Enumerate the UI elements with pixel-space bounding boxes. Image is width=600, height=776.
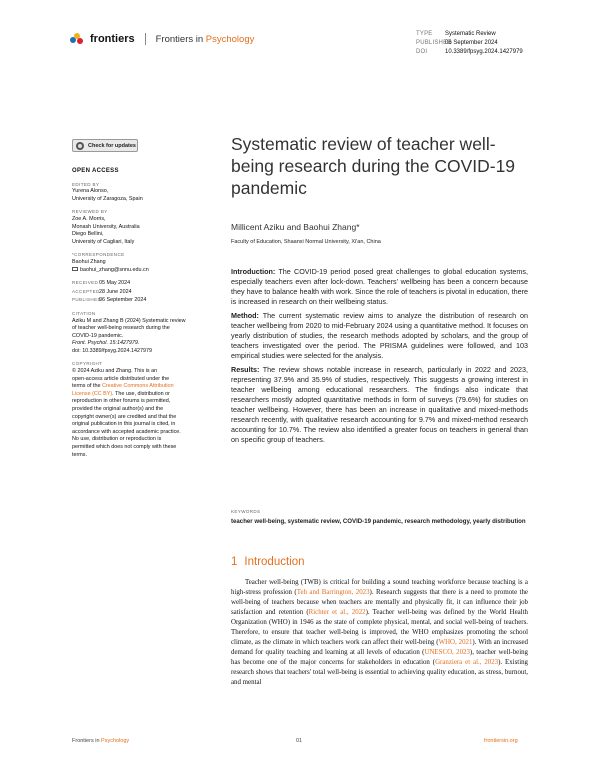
article-authors: Millicent Aziku and Baohui Zhang* [231, 222, 360, 232]
copyright-line: copyright owner(s) are credited and that the [72, 413, 177, 420]
editor-affiliation: University of Zaragoza, Spain [72, 195, 143, 202]
reviewer-name: Zoe A. Morris, [72, 215, 106, 222]
section-number: 1 [231, 556, 238, 568]
license-link[interactable]: Creative Commons Attribution [101, 383, 174, 390]
copyright-line: reproduction in other forums is permitted, [72, 398, 171, 405]
citation-label: CITATION [72, 310, 96, 316]
copyright-line: original publication in this journal is cited, in [72, 421, 176, 428]
open-access-label: OPEN ACCESS [72, 168, 119, 174]
copyright-line: License (CC BY). The use, distribution or [72, 390, 170, 397]
keywords-label: KEYWORDS [231, 509, 261, 514]
mail-icon [72, 267, 78, 271]
copyright-label: COPYRIGHT [72, 361, 103, 367]
copyright-line: open-access article distributed under the [72, 375, 170, 382]
meta-doi: DOI 10.3389/fpsyg.2024.1427979 [416, 49, 523, 55]
reviewer-affiliation: University of Cagliari, Italy [72, 238, 135, 245]
citation-line: Aziku M and Zhang B (2024) Systematic review [72, 317, 186, 324]
introduction-paragraph: Teacher well-being (TWB) is critical for building a sound teaching workforce because teaching is a high-stress profession (Teh and Barrington, 2023). Research suggests that there is a need to promote the well-being of teachers because when teachers are mentally and physically fit, it can influence their job satisfaction and retention (Richter et al., 2022). Teacher well-being was defined by the World Health Organization (WHO) in 1946 as the state of complete physical, mental, and social well-being of teachers. Therefore, to ensure that teacher well-being is improved, the WHO emphasizes promoting the school climate, as the climate in which teachers work can affect their well-being (WHO, 2021). With an increased demand for quality teaching and learning at all levels of education (UNESCO, 2023), teacher well-being has become one of the major concerns for stakeholders in education (Granziera et al., 2023). Existing research shows that teachers' total well-being is essential to achieving quality education, as stress, burnout, and mental [231, 579, 529, 686]
date-accepted: ACCEPTED28 June 2024 [72, 288, 132, 295]
copyright-line: terms. [72, 451, 87, 458]
refresh-icon [76, 142, 84, 150]
keywords: teacher well-being, systematic review, COVID-19 pandemic, research methodology, yearly distribution [231, 518, 526, 525]
author-affiliation: Faculty of Education, Shaanxi Normal University, Xi'an, China [231, 239, 381, 245]
correspondence-label: *CORRESPONDENCE [72, 252, 125, 258]
reference-link[interactable]: Teh and Barrington, 2023 [296, 589, 370, 596]
journal-header [70, 33, 254, 45]
abstract [231, 267, 528, 449]
abstract-introduction: Introduction: The COVID-19 period posed great challenges to global education systems, especially teachers even after lock-down. Teachers' wellbeing has been a concern because they have to balance health with work. Since the role of teachers is pivotal in education, there is increased in research on their wellbeing status. [231, 267, 528, 306]
citation-line: of teacher well-being research during the [72, 325, 170, 332]
reference-link[interactable]: WHO, 2021 [438, 639, 473, 646]
reference-link[interactable]: Granziera et al., 2023 [435, 659, 499, 666]
article-title: Systematic review of teacher well-being research during the COVID-19 pandemic [231, 134, 516, 198]
citation-doi: doi: 10.3389/fpsyg.2024.1427979 [72, 347, 153, 354]
copyright-line: accordance with accepted academic practice. [72, 428, 181, 435]
date-published: PUBLISHED06 September 2024 [72, 297, 147, 304]
copyright-line: No use, distribution or reproduction is [72, 436, 162, 443]
correspondence-email[interactable]: baohui_zhang@snnu.edu.cn [72, 267, 217, 275]
meta-type: TYPE Systematic Review [416, 31, 496, 37]
copyright-line: © 2024 Aziku and Zhang. This is an [72, 368, 158, 375]
footer-journal: Frontiers in Psychology [72, 738, 130, 744]
sidebar [72, 168, 217, 459]
meta-published: PUBLISHED06 September 2024 [416, 40, 498, 46]
journal-name[interactable]: Frontiers in Psychology [155, 33, 255, 45]
copyright-line: provided the original author(s) and the [72, 406, 164, 413]
reference-link[interactable]: UNESCO, 2023 [424, 649, 470, 656]
page-number: 01 [296, 738, 303, 744]
reviewer-affiliation: Monash University, Australia [72, 223, 140, 230]
reviewed-by-label: REVIEWED BY [72, 209, 108, 215]
check-for-updates-button[interactable]: Check for updates [72, 139, 138, 152]
abstract-method: Method: The current systematic review aims to analyze the distribution of research on teacher wellbeing from 2020 to mid-February 2024 using a quantitative method. It focuses on yearly distribution of studies, the research methods adopted by scholars, and the group of teachers investigated over the period. The PRISMA guidelines were followed, and 103 empirical studies were selected for the analysis. [231, 311, 528, 360]
header-divider [145, 33, 146, 45]
section-heading [231, 556, 305, 568]
license-link[interactable]: License (CC BY) [72, 390, 113, 397]
correspondence-name: Baohui Zhang [72, 258, 106, 265]
frontiers-logo-icon [70, 33, 84, 45]
citation-line: Front. Psychol. 15:1427979. [72, 340, 140, 347]
date-received: RECEIVED05 May 2024 [72, 280, 131, 287]
brand-name[interactable]: frontiers [90, 33, 135, 45]
section-title: Introduction [244, 556, 305, 568]
reviewer-name: Diego Bellini, [72, 231, 104, 238]
citation-line: COVID-19 pandemic. [72, 332, 124, 339]
copyright-line: permitted which does not comply with these [72, 444, 177, 450]
reference-link[interactable]: Richter et al., 2022 [308, 609, 366, 616]
editor-name: Yurena Alonso, [72, 188, 109, 195]
footer-site-link[interactable]: frontiersin.org [484, 738, 518, 744]
copyright-line: terms of the Creative Commons Attribution [72, 383, 174, 390]
abstract-results: Results: The review shows notable increase in research, particularly in 2022 and 2023, representing 37.9% and 35.9% of studies, respectively. This suggests a growing interest in teacher wellbeing among educational researchers. The findings also indicate that researchers mostly adopted quantitative methods in form of surveys (79.6%) for studies on teacher wellbeing. However, there has been an increase in qualitative and mixed-methods research recently, with qualitative research accounting for 9.7% and mixed-method research accounting for 10.7%. The review also identified a greater focus on teachers in general than on specific group of teachers. [231, 365, 528, 444]
article-meta [416, 30, 523, 57]
edited-by-label: EDITED BY [72, 181, 100, 187]
